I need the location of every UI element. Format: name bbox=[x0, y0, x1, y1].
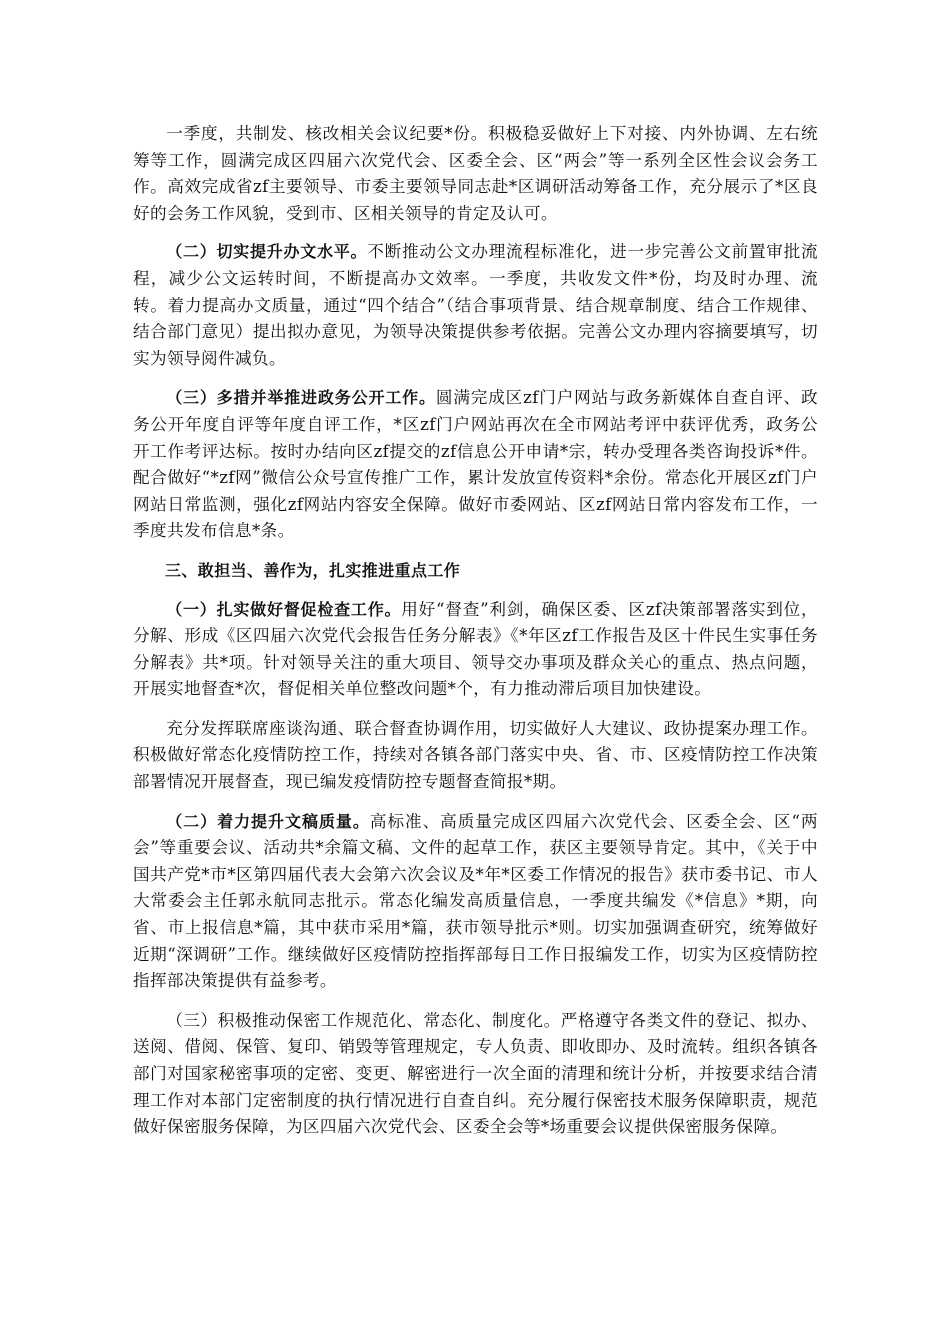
paragraph-confidentiality bbox=[133, 1008, 818, 1141]
paragraph-text: （三）积极推动保密工作规范化、常态化、制度化。严格遵守各类文件的登记、拟办、送阅、借阅、保管、复印、销毁等管理规定，专人负责、即收即办、及时流转。组织各镇各部门对国家秘密事项的定密、变更、解密进行一次全面的清理和统计分析，并按要求结合清理工作对本部门定密制度的执行情况进行自查自纠。充分履行保密技术服务保障职责，规范做好保密服务保障，为区四届六次党代会、区委全会等*场重要会议提供保密服务保障。 bbox=[133, 1010, 818, 1137]
paragraph-supervision bbox=[133, 597, 818, 703]
paragraph-text: 圆满完成区zf门户网站与政务新媒体自查自评、政务公开年度自评等年度自评工作，*区zf门户网站再次在全市网站考评中获评优秀，政务公开工作考评达标。按时办结向区zf提交的zf信息公开申请*宗，转办受理各类咨询投诉*件。配合做好“*zf网”微信公众号宣传推广工作，累计发放宣传资料*余份。常态化开展区zf门户网站日常监测，强化zf网站内容安全保障。做好市委网站、区zf网站日常内容发布工作，一季度共发布信息*条。 bbox=[133, 388, 818, 541]
document-body bbox=[133, 121, 818, 1154]
paragraph-joint-supervision bbox=[133, 716, 818, 796]
paragraph-lead: （二）切实提升办文水平。 bbox=[166, 242, 368, 262]
paragraph-lead: （一）扎实做好督促检查工作。 bbox=[166, 599, 402, 619]
paragraph-document-handling bbox=[133, 239, 818, 372]
paragraph-text: 不断推动公文办理流程标准化，进一步完善公文前置审批流程，减少公文运转时间，不断提高办文效率。一季度，共收发文件*份，均及时办理、流转。着力提高办文质量，通过“四个结合”（结合事项背景、结合规章制度、结合工作规律、结合部门意见）提出拟办意见，为领导决策提供参考依据。完善公文办理内容摘要填写，切实为领导阅件减负。 bbox=[133, 242, 818, 368]
paragraph-government-affairs bbox=[133, 385, 818, 545]
section-heading: 三、敢担当、善作为，扎实推进重点工作 bbox=[165, 560, 461, 580]
paragraph-text: 用好“督查”利剑，确保区委、区zf决策部署落实到位，分解、形成《区四届六次党代会报告任务分解表》《*年区zf工作报告及区十件民生实事任务分解表》共*项。针对领导关注的重大项目、领导交办事项及群众关心的重点、热点问题，开展实地督查*次，督促相关单位整改问题*个，有力推动滞后项目加快建设。 bbox=[133, 599, 818, 699]
paragraph-draft-quality bbox=[133, 809, 818, 995]
paragraph-lead: （三）多措并举推进政务公开工作。 bbox=[166, 388, 436, 408]
paragraph-meeting-minutes bbox=[133, 121, 818, 227]
paragraph-text: 充分发挥联席座谈沟通、联合督查协调作用，切实做好人大建议、政协提案办理工作。积极做好常态化疫情防控工作，持续对各镇各部门落实中央、省、市、区疫情防控工作决策部署情况开展督查，现已编发疫情防控专题督查简报*期。 bbox=[133, 718, 818, 792]
paragraph-text: 一季度，共制发、核改相关会议纪要*份。积极稳妥做好上下对接、内外协调、左右统筹等工作，圆满完成区四届六次党代会、区委全会、区“两会”等一系列全区性会议会务工作。高效完成省zf主要领导、市委主要领导同志赴*区调研活动筹备工作，充分展示了*区良好的会务工作风貌，受到市、区相关领导的肯定及认可。 bbox=[133, 124, 818, 223]
paragraph-text: 高标准、高质量完成区四届六次党代会、区委全会、区“两会”等重要会议、活动共*余篇文稿、文件的起草工作，获区主要领导肯定。其中，《关于中国共产党*市*区第四届代表大会第六次会议及*年*区委工作情况的报告》获市委书记、市人大常委会主任郭永航同志批示。常态化编发高质量信息，一季度共编发《*信息》*期，向省、市上报信息*篇，其中获市采用*篇，获市领导批示*则。切实加强调查研究，统筹做好近期“深调研”工作。继续做好区疫情防控指挥部每日工作日报编发工作，切实为区疫情防控指挥部决策提供有益参考。 bbox=[133, 811, 818, 991]
paragraph-lead: （二）着力提升文稿质量。 bbox=[166, 811, 370, 831]
